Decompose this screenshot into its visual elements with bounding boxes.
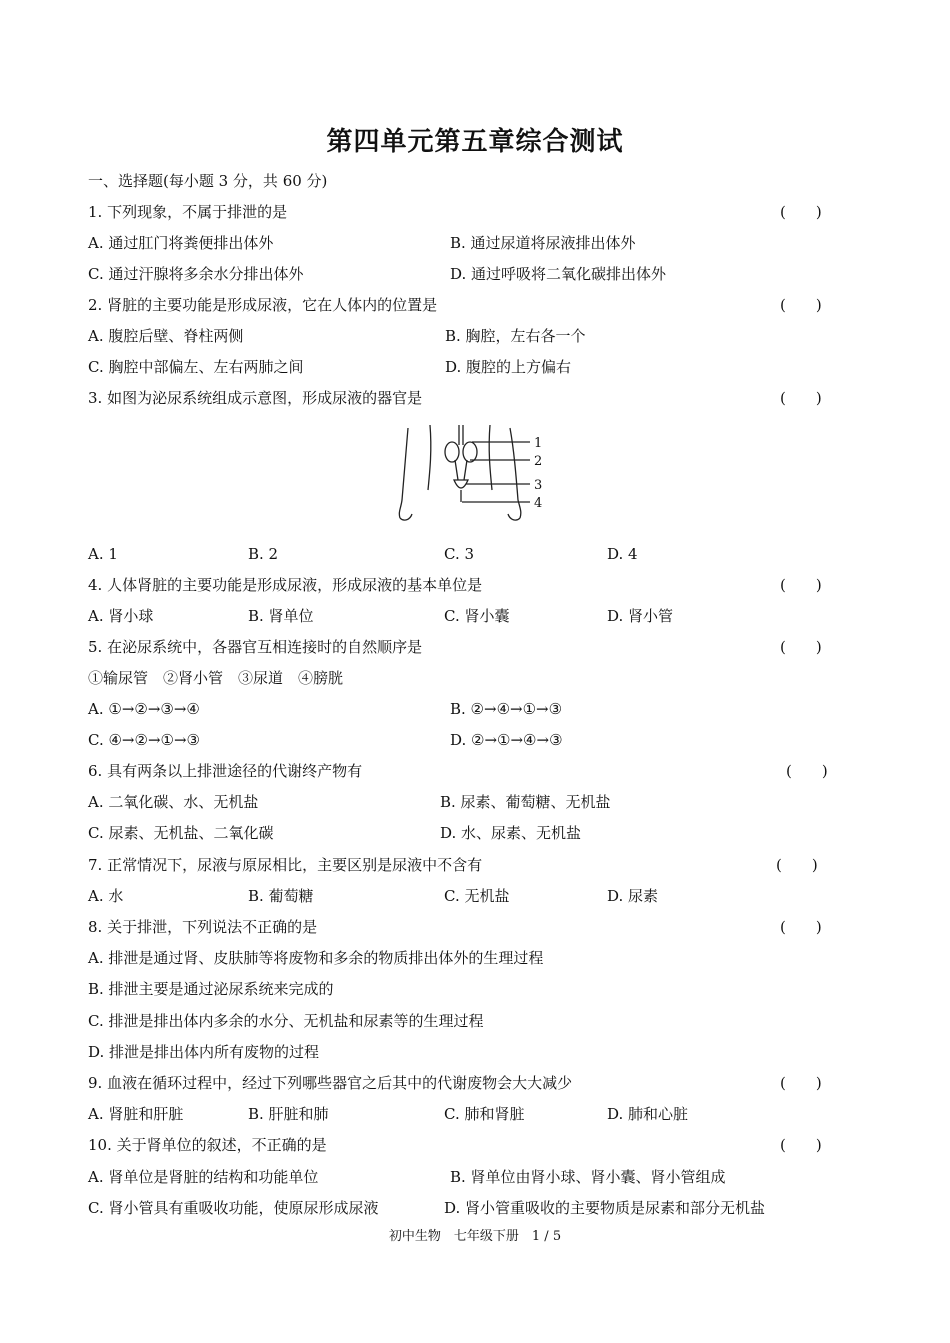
q7-option-a: A. 水 [88, 887, 124, 905]
question-6-stem: 6. 具有两条以上排泄途径的代谢终产物有 [88, 762, 363, 780]
q1-option-b: B. 通过尿道将尿液排出体外 [450, 234, 636, 252]
page-title: 第四单元第五章综合测试 [326, 127, 624, 157]
q6-option-c: C. 尿素、无机盐、二氧化碳 [88, 824, 274, 842]
q4-option-c: C. 肾小囊 [444, 607, 510, 625]
q10-option-c: C. 肾小管具有重吸收功能，使原尿形成尿液 [88, 1199, 379, 1217]
question-5-stem: 5. 在泌尿系统中，各器官互相连接时的自然顺序是 [88, 638, 423, 656]
answer-blank-7: ( ) [776, 856, 818, 874]
answer-blank-9: ( ) [780, 1074, 822, 1092]
q10-option-a: A. 肾单位是肾脏的结构和功能单位 [88, 1168, 319, 1186]
q5-option-d: D. ②→①→④→③ [450, 731, 563, 749]
q7-option-c: C. 无机盐 [444, 887, 510, 905]
question-2-stem: 2. 肾脏的主要功能是形成尿液，它在人体内的位置是 [88, 296, 438, 314]
answer-blank-1: ( ) [780, 203, 822, 221]
figure-label-1: 1 [534, 436, 543, 451]
answer-blank-8: ( ) [780, 918, 822, 936]
question-9-stem: 9. 血液在循环过程中，经过下列哪些器官之后其中的代谢废物会大大减少 [88, 1074, 573, 1092]
q1-option-d: D. 通过呼吸将二氧化碳排出体外 [450, 265, 667, 283]
q1-option-c: C. 通过汗腺将多余水分排出体外 [88, 265, 304, 283]
q3-option-c: C. 3 [444, 545, 475, 563]
answer-blank-5: ( ) [780, 638, 822, 656]
answer-blank-2: ( ) [780, 296, 822, 314]
bladder [454, 480, 468, 488]
figure-label-3: 3 [534, 478, 543, 493]
q8-option-c: C. 排泄是排出体内多余的水分、无机盐和尿素等的生理过程 [88, 1012, 484, 1030]
q9-option-c: C. 肺和肾脏 [444, 1105, 525, 1123]
question-1-stem: 1. 下列现象，不属于排泄的是 [88, 203, 288, 221]
q10-option-b: B. 肾单位由肾小球、肾小囊、肾小管组成 [450, 1168, 726, 1186]
q5-items: ①输尿管 ②肾小管 ③尿道 ④膀胱 [88, 669, 344, 687]
figure-label-2: 2 [534, 454, 543, 469]
blood-vessels [459, 425, 463, 445]
question-10-stem: 10. 关于肾单位的叙述，不正确的是 [88, 1136, 327, 1154]
q3-option-a: A. 1 [88, 545, 118, 563]
urinary-system-figure [390, 420, 560, 530]
q9-option-b: B. 肝脏和肺 [248, 1105, 329, 1123]
q5-option-c: C. ④→②→①→③ [88, 731, 200, 749]
figure-hand-left [400, 514, 412, 520]
kidney-right [463, 442, 477, 462]
q9-option-a: A. 肾脏和肝脏 [88, 1105, 184, 1123]
q8-option-d: D. 排泄是排出体内所有废物的过程 [88, 1043, 320, 1061]
q2-option-b: B. 胸腔，左右各一个 [445, 327, 586, 345]
question-7-stem: 7. 正常情况下，尿液与原尿相比，主要区别是尿液中不含有 [88, 856, 483, 874]
figure-hand-right [508, 514, 520, 520]
q8-option-a: A. 排泄是通过肾、皮肤肺等将废物和多余的物质排出体外的生理过程 [88, 949, 544, 967]
answer-blank-4: ( ) [780, 576, 822, 594]
question-3-stem: 3. 如图为泌尿系统组成示意图，形成尿液的器官是 [88, 389, 423, 407]
q2-option-a: A. 腹腔后壁、脊柱两侧 [88, 327, 244, 345]
q7-option-b: B. 葡萄糖 [248, 887, 314, 905]
ureter-right [464, 460, 467, 480]
question-4-stem: 4. 人体肾脏的主要功能是形成尿液，形成尿液的基本单位是 [88, 576, 483, 594]
figure-arm-right [489, 425, 492, 490]
question-8-stem: 8. 关于排泄，下列说法不正确的是 [88, 918, 318, 936]
answer-blank-3: ( ) [780, 389, 822, 407]
q2-option-d: D. 腹腔的上方偏右 [445, 358, 572, 376]
q1-option-a: A. 通过肛门将粪便排出体外 [88, 234, 274, 252]
q6-option-b: B. 尿素、葡萄糖、无机盐 [440, 793, 611, 811]
q10-option-d: D. 肾小管重吸收的主要物质是尿素和部分无机盐 [444, 1199, 766, 1217]
q8-option-b: B. 排泄主要是通过泌尿系统来完成的 [88, 980, 334, 998]
page-footer: 初中生物 七年级下册 1 / 5 [388, 1229, 562, 1244]
section-heading: 一、选择题(每小题 3 分，共 60 分) [88, 172, 328, 190]
q3-option-d: D. 4 [607, 545, 638, 563]
q4-option-b: B. 肾单位 [248, 607, 314, 625]
q3-option-b: B. 2 [248, 545, 279, 563]
q2-option-c: C. 胸腔中部偏左、左右两肺之间 [88, 358, 304, 376]
q6-option-a: A. 二氧化碳、水、无机盐 [88, 793, 259, 811]
figure-label-4: 4 [534, 496, 543, 511]
ureter-left [455, 460, 458, 480]
kidney-left [445, 442, 459, 462]
q7-option-d: D. 尿素 [607, 887, 659, 905]
q5-option-a: A. ①→②→③→④ [88, 700, 200, 718]
figure-body-outline-left [399, 428, 408, 518]
q9-option-d: D. 肺和心脏 [607, 1105, 689, 1123]
q5-option-b: B. ②→④→①→③ [450, 700, 563, 718]
q4-option-a: A. 肾小球 [88, 607, 154, 625]
q6-option-d: D. 水、尿素、无机盐 [440, 824, 582, 842]
answer-blank-6: ( ) [786, 762, 828, 780]
answer-blank-10: ( ) [780, 1136, 822, 1154]
figure-arm-left [428, 425, 431, 490]
q4-option-d: D. 肾小管 [607, 607, 674, 625]
